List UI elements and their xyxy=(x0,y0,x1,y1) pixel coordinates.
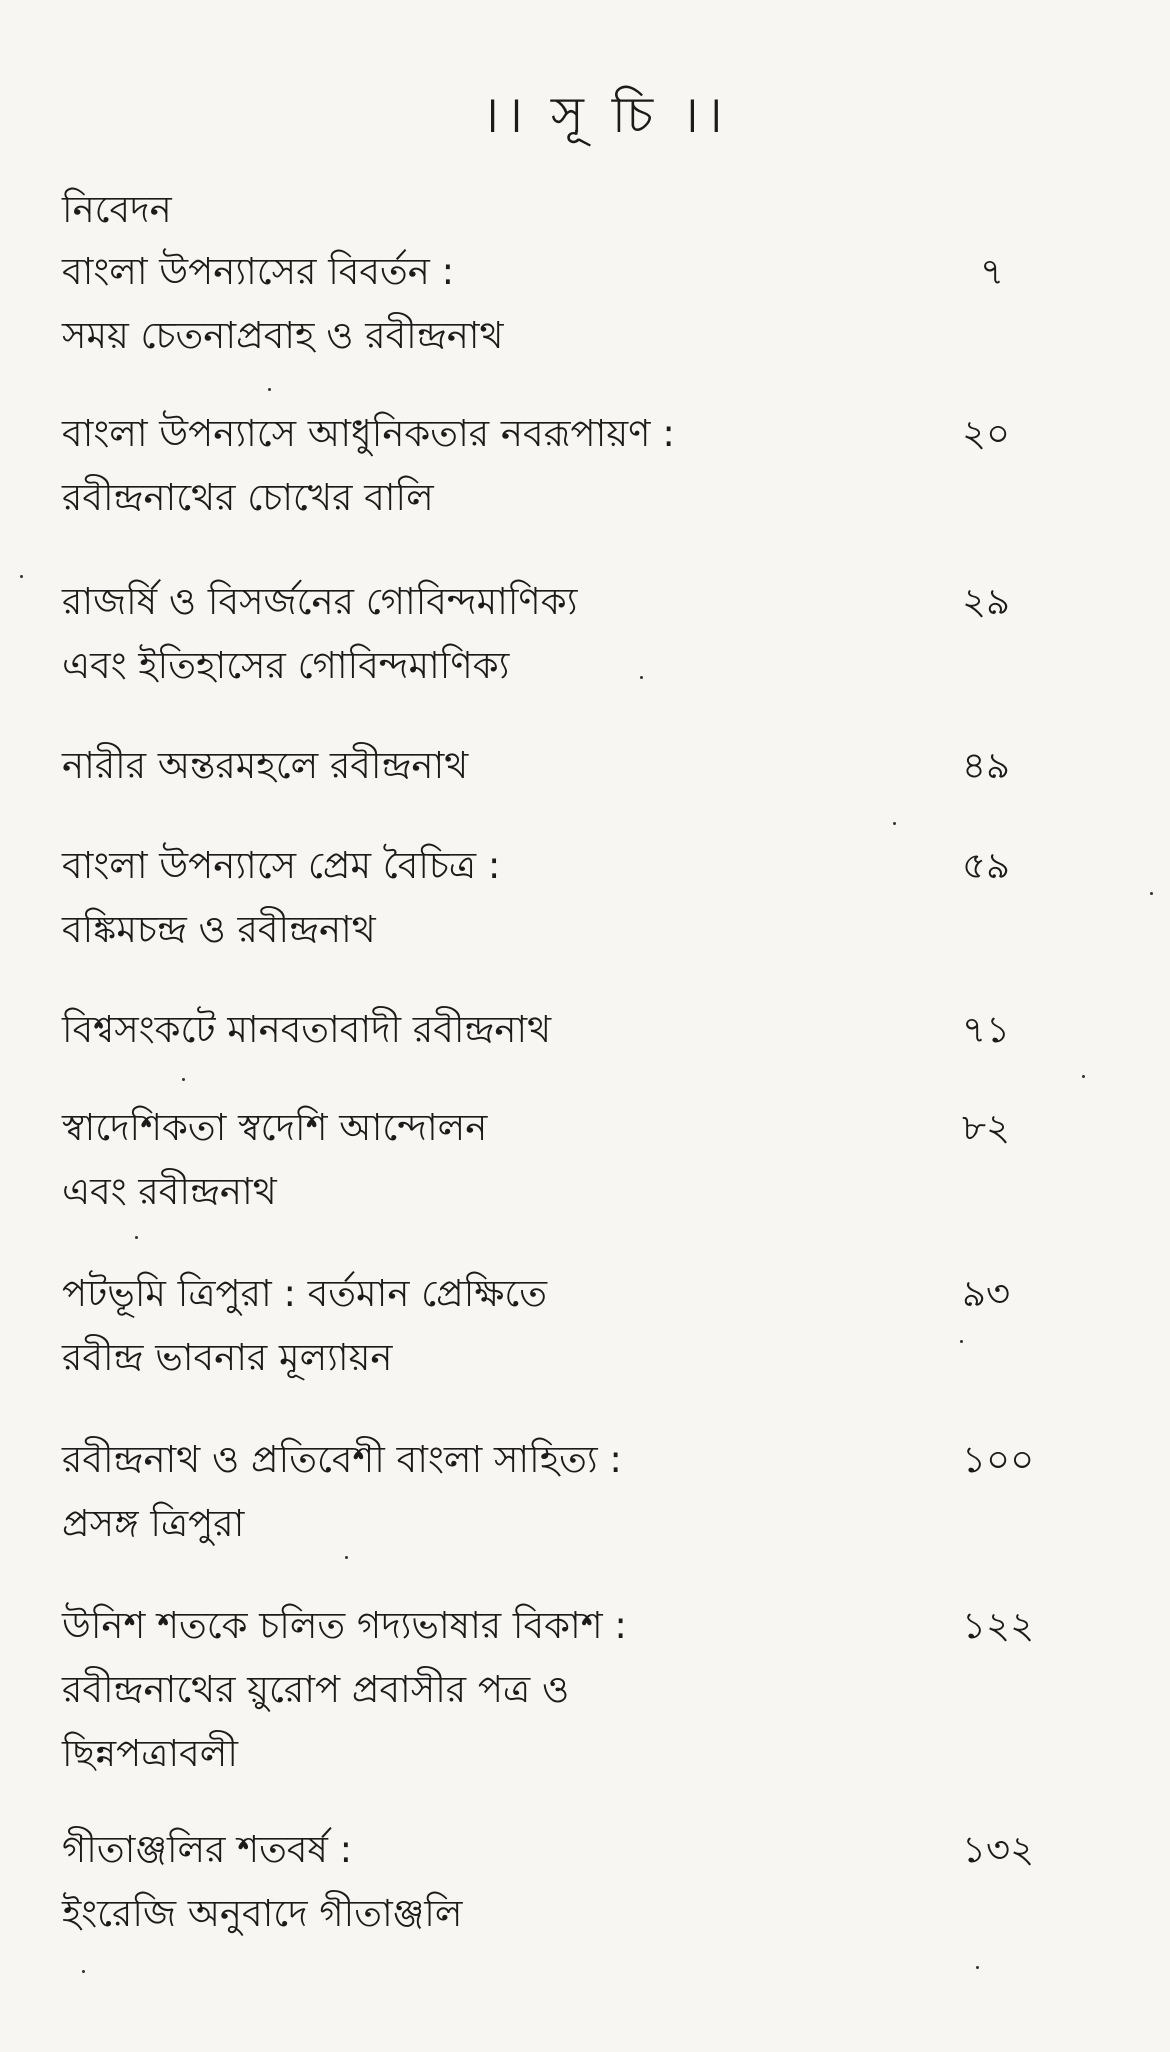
toc-entry xyxy=(62,1428,1102,1556)
toc-page-number: ৪৯ xyxy=(962,744,1011,787)
toc-entry xyxy=(62,1096,1102,1224)
toc-entry-title xyxy=(62,998,942,1062)
toc-entry-title-line: ছিন্নপত্রাবলী xyxy=(62,1732,238,1775)
toc-entry-title xyxy=(62,1594,942,1786)
scan-speck xyxy=(20,575,23,578)
toc-entry-title-line: গীতাঞ্জলির শতবর্ষ : xyxy=(62,1828,353,1871)
toc-page-number: ৯৩ xyxy=(962,1272,1011,1315)
page-title: ।। সূ চি ।। xyxy=(481,86,729,144)
toc-page-number: ৮২ xyxy=(962,1106,1011,1149)
toc-page-number: ১৩২ xyxy=(962,1828,1035,1871)
scan-speck xyxy=(182,1078,185,1081)
scan-speck xyxy=(1150,892,1153,895)
toc-page-number: ৭ xyxy=(980,250,1005,293)
toc-entry-title-line: রবীন্দ্রনাথের চোখের বালি xyxy=(62,476,434,519)
toc-entry-title-line: পটভূমি ত্রিপুরা : বর্তমান প্রেক্ষিতে xyxy=(62,1272,547,1315)
toc-entry-title xyxy=(62,1262,942,1390)
toc-page-number: ১২২ xyxy=(962,1604,1035,1647)
scan-speck xyxy=(345,1556,348,1559)
toc-entry-title-line: প্রসঙ্গ ত্রিপুরা xyxy=(62,1502,245,1545)
toc-entry-title xyxy=(62,1818,942,1946)
toc-entry xyxy=(62,1594,1102,1786)
toc-entry-title xyxy=(62,1428,942,1556)
toc-entry-title-line: রবীন্দ্রনাথ ও প্রতিবেশী বাংলা সাহিত্য : xyxy=(62,1438,622,1481)
toc-entry xyxy=(62,402,1102,530)
scan-speck xyxy=(893,822,896,825)
scan-speck xyxy=(640,676,643,679)
toc-entry-title-line: বিশ্বসংকটে মানবতাবাদী রবীন্দ্রনাথ xyxy=(62,1008,552,1051)
toc-entry-title xyxy=(62,1096,942,1224)
toc-page-number: ২৯ xyxy=(962,580,1011,623)
toc-entry-title-line: উনিশ শতকে চলিত গদ্যভাষার বিকাশ : xyxy=(62,1604,627,1647)
scan-speck xyxy=(82,1970,85,1973)
toc-entry-title-line: সময় চেতনাপ্রবাহ ও রবীন্দ্রনাথ xyxy=(62,314,504,357)
toc-entry-title-line: বাংলা উপন্যাসের বিবর্তন : xyxy=(62,250,455,293)
toc-entry-title-line: বাংলা উপন্যাসে আধুনিকতার নবরূপায়ণ : xyxy=(62,412,675,455)
toc-entry-title-line: রবীন্দ্রনাথের য়ুরোপ প্রবাসীর পত্র ও xyxy=(62,1668,570,1711)
toc-entry xyxy=(62,1262,1102,1390)
toc-entry-title-line: এবং ইতিহাসের গোবিন্দমাণিক্য xyxy=(62,644,510,687)
toc-entry-title xyxy=(62,240,942,368)
toc-page-number: ৭১ xyxy=(962,1008,1011,1051)
toc-entry-title xyxy=(62,178,942,242)
toc-entry-title xyxy=(62,570,942,698)
toc-entry xyxy=(62,734,1102,798)
toc-entry xyxy=(62,570,1102,698)
toc-entry-title-line: বঙ্কিমচন্দ্র ও রবীন্দ্রনাথ xyxy=(62,908,376,951)
scan-speck xyxy=(960,1340,963,1343)
toc-entry xyxy=(62,178,1102,242)
toc-entry-title-line: রবীন্দ্র ভাবনার মূল্যায়ন xyxy=(62,1336,393,1379)
toc-entry xyxy=(62,1818,1102,1946)
toc-entry-title-line: রাজর্ষি ও বিসর্জনের গোবিন্দমাণিক্য xyxy=(62,580,578,623)
toc-page-number: ১০০ xyxy=(962,1438,1035,1481)
toc-entry-title-line: বাংলা উপন্যাসে প্রেম বৈচিত্র : xyxy=(62,844,501,887)
toc-page-number: ২০ xyxy=(962,412,1011,455)
toc-entry-title-line: নারীর অন্তরমহলে রবীন্দ্রনাথ xyxy=(62,744,469,787)
toc-entry-title-line: এবং রবীন্দ্রনাথ xyxy=(62,1170,277,1213)
toc-entry xyxy=(62,998,1102,1062)
toc-entry-title-line: ইংরেজি অনুবাদে গীতাঞ্জলি xyxy=(62,1892,463,1935)
toc-entry-title xyxy=(62,834,942,962)
scan-speck xyxy=(976,1966,979,1969)
toc-entry-title xyxy=(62,734,942,798)
toc-page-number: ৫৯ xyxy=(962,844,1011,887)
toc-entry xyxy=(62,834,1102,962)
toc-entry-title-line: স্বাদেশিকতা স্বদেশি আন্দোলন xyxy=(62,1106,488,1149)
scan-speck xyxy=(1082,1075,1085,1078)
toc-entry-title-line: নিবেদন xyxy=(62,188,172,231)
toc-entry xyxy=(62,240,1102,368)
scan-speck xyxy=(268,388,271,391)
scan-speck xyxy=(135,1236,138,1239)
toc-entry-title xyxy=(62,402,942,530)
